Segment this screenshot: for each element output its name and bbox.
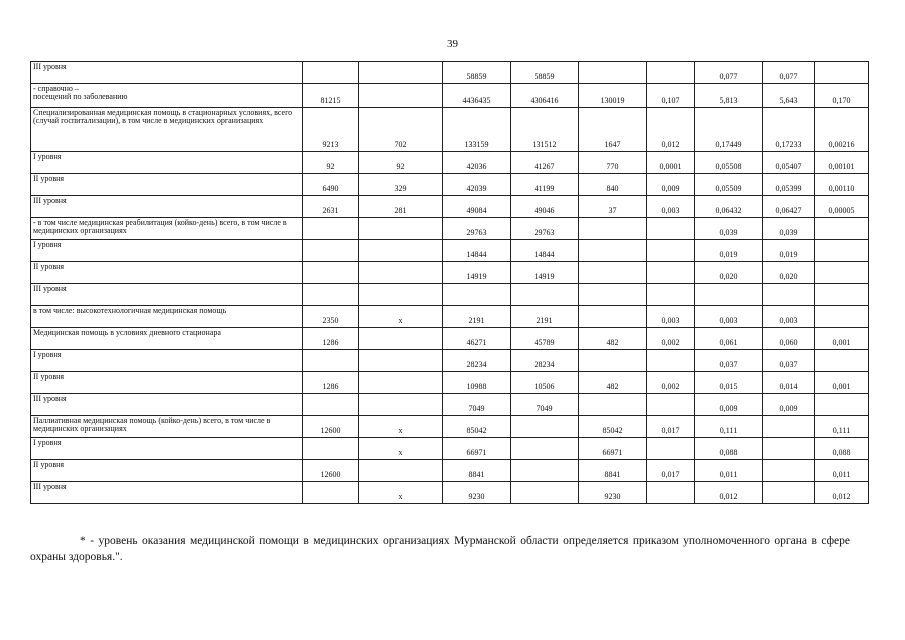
table-row <box>31 460 869 482</box>
table-row <box>31 416 869 438</box>
table-cell <box>647 240 695 262</box>
table-cell: х <box>359 306 443 328</box>
table-cell <box>303 350 359 372</box>
row-label: II уровня <box>31 174 303 196</box>
row-label: III уровня <box>31 62 303 84</box>
row-label: III уровня <box>31 284 303 306</box>
table-cell: 0,020 <box>695 262 763 284</box>
table-cell <box>359 460 443 482</box>
table-cell: 0,017 <box>647 460 695 482</box>
table-cell <box>647 438 695 460</box>
table-cell: 0,017 <box>647 416 695 438</box>
table-cell: 0,019 <box>763 240 815 262</box>
table-cell: 0,00216 <box>815 108 869 152</box>
table-cell <box>815 306 869 328</box>
table-cell: 0,001 <box>815 372 869 394</box>
table-row <box>31 196 869 218</box>
table-cell: 482 <box>579 328 647 350</box>
table-cell: 4306416 <box>511 84 579 108</box>
table-cell: 482 <box>579 372 647 394</box>
table-row <box>31 372 869 394</box>
table-cell: 0,009 <box>763 394 815 416</box>
table-cell: 29763 <box>511 218 579 240</box>
table-cell: 9230 <box>579 482 647 504</box>
table-cell: 4436435 <box>443 84 511 108</box>
table-cell <box>359 394 443 416</box>
table-cell: 0,003 <box>763 306 815 328</box>
row-label: I уровня <box>31 438 303 460</box>
table-cell: 92 <box>303 152 359 174</box>
table-cell <box>359 218 443 240</box>
table-cell: 0,015 <box>695 372 763 394</box>
table-cell: 28234 <box>511 350 579 372</box>
table-cell <box>359 284 443 306</box>
table-cell: 9213 <box>303 108 359 152</box>
table-cell: 840 <box>579 174 647 196</box>
table-row <box>31 394 869 416</box>
row-label: - в том числе медицинская реабилитация (койко-день) всего, в том числе в медицинских организациях <box>31 218 303 240</box>
row-label: III уровня <box>31 196 303 218</box>
table-cell: 131512 <box>511 108 579 152</box>
table-cell: 14844 <box>443 240 511 262</box>
table-cell: 0,05509 <box>695 174 763 196</box>
table-cell <box>359 262 443 284</box>
table-cell: 92 <box>359 152 443 174</box>
table-cell: 0,00110 <box>815 174 869 196</box>
table-cell: 0,012 <box>815 482 869 504</box>
row-label: I уровня <box>31 152 303 174</box>
table-cell: 58859 <box>443 62 511 84</box>
table-row <box>31 152 869 174</box>
table-row <box>31 62 869 84</box>
table-cell: 0,003 <box>647 196 695 218</box>
table-cell: 0,05407 <box>763 152 815 174</box>
table-cell <box>815 350 869 372</box>
table-cell <box>647 350 695 372</box>
table-cell: 66971 <box>579 438 647 460</box>
table-cell: 0,011 <box>815 460 869 482</box>
row-label: I уровня <box>31 350 303 372</box>
table-cell <box>303 394 359 416</box>
table-cell <box>815 62 869 84</box>
table-cell: 10988 <box>443 372 511 394</box>
table-cell: 41267 <box>511 152 579 174</box>
table-cell: 42036 <box>443 152 511 174</box>
table-cell <box>511 482 579 504</box>
table-cell: 0,039 <box>763 218 815 240</box>
table-cell <box>359 372 443 394</box>
table-cell: 0,00005 <box>815 196 869 218</box>
table-cell: 281 <box>359 196 443 218</box>
table-cell: 0,111 <box>695 416 763 438</box>
table-cell <box>763 284 815 306</box>
table-cell: 0,061 <box>695 328 763 350</box>
table-cell: 1647 <box>579 108 647 152</box>
table-cell: 0,05399 <box>763 174 815 196</box>
table-cell: 0,012 <box>647 108 695 152</box>
table-cell <box>647 262 695 284</box>
table-cell: 45789 <box>511 328 579 350</box>
table-cell: 130019 <box>579 84 647 108</box>
table-cell <box>695 284 763 306</box>
row-label: в том числе: высокотехнологичная медицинская помощь <box>31 306 303 328</box>
table-cell: 6490 <box>303 174 359 196</box>
table-cell: 14919 <box>511 262 579 284</box>
table-cell <box>763 438 815 460</box>
table-cell <box>443 284 511 306</box>
table-cell <box>579 350 647 372</box>
footnote: * - уровень оказания медицинской помощи в медицинских организациях Мурманской области определяется приказом уполномоченного органа в сфере охраны здоровья.". <box>30 535 850 563</box>
table-cell <box>647 394 695 416</box>
table-cell: 0,088 <box>695 438 763 460</box>
table-cell: 2191 <box>511 306 579 328</box>
table-cell: 49046 <box>511 196 579 218</box>
table-row <box>31 328 869 350</box>
table-cell <box>647 284 695 306</box>
table-cell: 1286 <box>303 372 359 394</box>
table-cell <box>511 438 579 460</box>
table-cell: 0,06432 <box>695 196 763 218</box>
table-cell: 81215 <box>303 84 359 108</box>
table-cell: 0,037 <box>695 350 763 372</box>
table-cell <box>359 328 443 350</box>
table-row <box>31 84 869 108</box>
table-row <box>31 108 869 152</box>
table-cell: 0,009 <box>647 174 695 196</box>
table-cell: 0,019 <box>695 240 763 262</box>
table-cell: 2350 <box>303 306 359 328</box>
row-label: - справочно – посещений по заболеванию <box>31 84 303 108</box>
table-cell <box>815 262 869 284</box>
row-label: Паллиативная медицинская помощь (койко-день) всего, в том числе в медицинских организациях <box>31 416 303 438</box>
table-cell: 5,643 <box>763 84 815 108</box>
table-cell: 0,003 <box>695 306 763 328</box>
row-label: III уровня <box>31 482 303 504</box>
table-cell: 0,003 <box>647 306 695 328</box>
table-cell: 0,0001 <box>647 152 695 174</box>
table-cell: 42039 <box>443 174 511 196</box>
table-cell <box>579 394 647 416</box>
table-cell: х <box>359 416 443 438</box>
table-cell: 0,001 <box>815 328 869 350</box>
row-label: II уровня <box>31 262 303 284</box>
table-cell <box>647 218 695 240</box>
table-cell <box>511 416 579 438</box>
table-row <box>31 306 869 328</box>
table-cell: 7049 <box>443 394 511 416</box>
table-cell: 0,077 <box>695 62 763 84</box>
table-cell: х <box>359 482 443 504</box>
table-cell: 14844 <box>511 240 579 262</box>
table-cell <box>359 240 443 262</box>
table-cell: 0,009 <box>695 394 763 416</box>
table-row <box>31 284 869 306</box>
table-cell: 0,17233 <box>763 108 815 152</box>
table-cell <box>579 62 647 84</box>
table-cell: 133159 <box>443 108 511 152</box>
table-cell: 49084 <box>443 196 511 218</box>
row-label: II уровня <box>31 372 303 394</box>
table-cell: 12600 <box>303 460 359 482</box>
table-cell: 12600 <box>303 416 359 438</box>
row-label: Медицинская помощь в условиях дневного стационара <box>31 328 303 350</box>
table-cell <box>815 218 869 240</box>
table-cell <box>303 262 359 284</box>
table-cell: 0,17449 <box>695 108 763 152</box>
table-cell: 14919 <box>443 262 511 284</box>
table-cell: 9230 <box>443 482 511 504</box>
table-cell: 85042 <box>443 416 511 438</box>
table-cell: 0,011 <box>695 460 763 482</box>
row-label: Специализированная медицинская помощь в стационарных условиях, всего (случай госпитализации), в том числе в медицинских организациях <box>31 108 303 152</box>
table-cell: 0,060 <box>763 328 815 350</box>
table-cell: 0,077 <box>763 62 815 84</box>
table-cell <box>303 218 359 240</box>
table-cell: 37 <box>579 196 647 218</box>
table-cell <box>763 482 815 504</box>
table-cell: 0,170 <box>815 84 869 108</box>
table-cell: 1286 <box>303 328 359 350</box>
table-cell: 0,111 <box>815 416 869 438</box>
table-cell <box>647 62 695 84</box>
table-cell <box>303 482 359 504</box>
table-cell <box>511 284 579 306</box>
table-cell: 770 <box>579 152 647 174</box>
table-cell: 0,05508 <box>695 152 763 174</box>
table-row <box>31 174 869 196</box>
row-label: II уровня <box>31 460 303 482</box>
table-cell: 0,020 <box>763 262 815 284</box>
table-cell <box>579 284 647 306</box>
table-cell <box>579 306 647 328</box>
table-row <box>31 240 869 262</box>
table-cell <box>815 394 869 416</box>
table-cell <box>815 240 869 262</box>
table-cell: 2631 <box>303 196 359 218</box>
table-cell: 8841 <box>579 460 647 482</box>
table-cell: 66971 <box>443 438 511 460</box>
table-cell <box>303 284 359 306</box>
table-cell: 7049 <box>511 394 579 416</box>
table-cell <box>511 460 579 482</box>
table-cell <box>763 460 815 482</box>
table-cell: 8841 <box>443 460 511 482</box>
table-cell: 41199 <box>511 174 579 196</box>
table-cell: 5,813 <box>695 84 763 108</box>
table-cell: 85042 <box>579 416 647 438</box>
table-cell: 0,107 <box>647 84 695 108</box>
table-cell: 0,014 <box>763 372 815 394</box>
table-cell <box>303 62 359 84</box>
table-row <box>31 438 869 460</box>
table-cell: 0,012 <box>695 482 763 504</box>
table-cell <box>303 438 359 460</box>
table-row <box>31 218 869 240</box>
table-cell: 0,037 <box>763 350 815 372</box>
table-row <box>31 482 869 504</box>
table-cell: 0,039 <box>695 218 763 240</box>
table-cell <box>359 62 443 84</box>
table-cell: 46271 <box>443 328 511 350</box>
table-cell: 29763 <box>443 218 511 240</box>
table-cell: 10506 <box>511 372 579 394</box>
table-cell: х <box>359 438 443 460</box>
table-cell <box>763 416 815 438</box>
table-cell: 702 <box>359 108 443 152</box>
row-label: I уровня <box>31 240 303 262</box>
page-number: 39 <box>447 38 458 50</box>
table-row <box>31 350 869 372</box>
data-table <box>30 61 869 504</box>
table-cell <box>359 84 443 108</box>
table-cell <box>359 350 443 372</box>
row-label: III уровня <box>31 394 303 416</box>
table-cell: 58859 <box>511 62 579 84</box>
table-cell <box>647 482 695 504</box>
table-cell: 0,002 <box>647 328 695 350</box>
table-cell: 0,00101 <box>815 152 869 174</box>
table-cell <box>579 218 647 240</box>
table-cell: 0,06427 <box>763 196 815 218</box>
table-cell <box>815 284 869 306</box>
table-cell: 28234 <box>443 350 511 372</box>
table-cell: 0,002 <box>647 372 695 394</box>
table-cell <box>303 240 359 262</box>
table-row <box>31 262 869 284</box>
table-cell <box>579 262 647 284</box>
table-cell: 329 <box>359 174 443 196</box>
table-cell <box>579 240 647 262</box>
table-cell: 2191 <box>443 306 511 328</box>
table-cell: 0,088 <box>815 438 869 460</box>
